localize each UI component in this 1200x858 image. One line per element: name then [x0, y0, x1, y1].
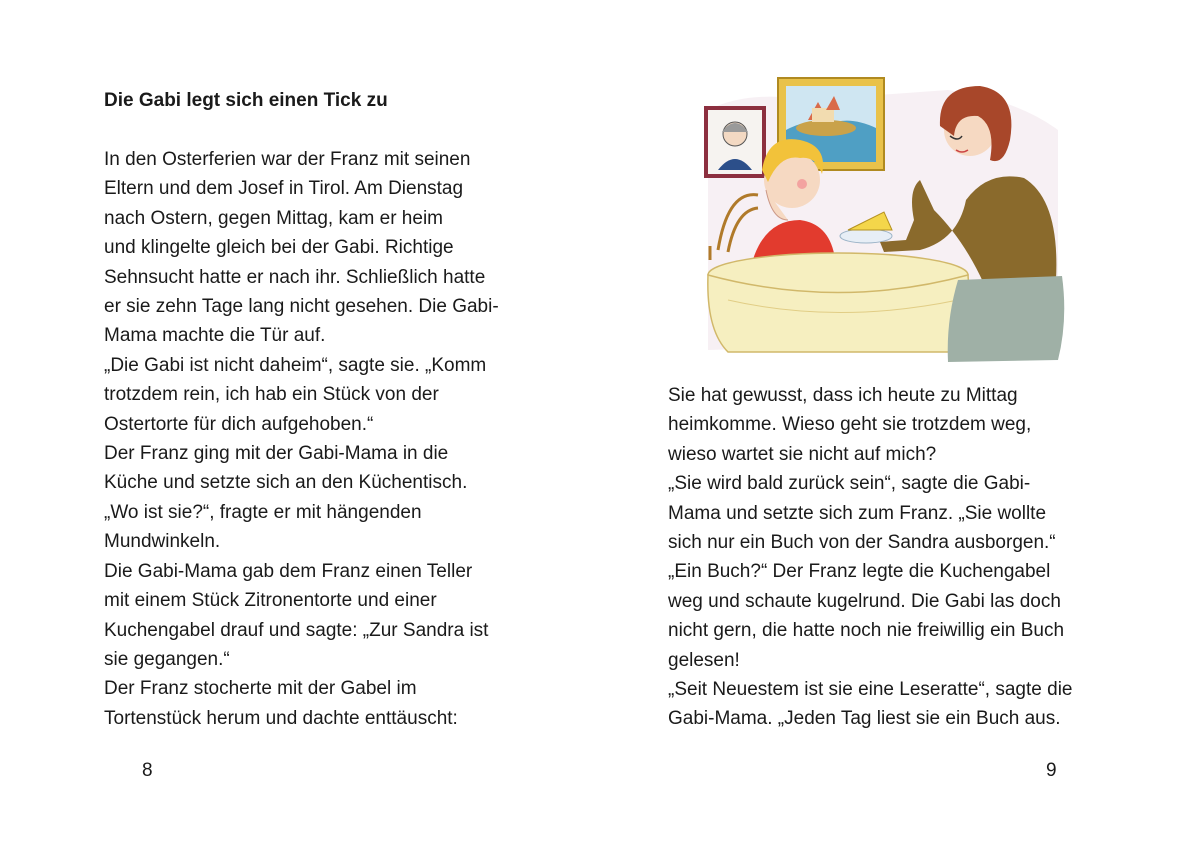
- text-line: Tortenstück herum und dachte enttäuscht:: [104, 707, 458, 729]
- text-line: gelesen!: [668, 649, 740, 671]
- text-line: er sie zehn Tage lang nicht gesehen. Die Gabi-: [104, 296, 499, 318]
- text-line: trotzdem rein, ich hab ein Stück von der: [104, 384, 439, 406]
- text-line: Mundwinkeln.: [104, 531, 221, 553]
- text-line: Mama und setzte sich zum Franz. „Sie wollte: [668, 502, 1047, 524]
- text-line: „Sie wird bald zurück sein“, sagte die Gabi-: [668, 473, 1031, 495]
- text-line: und klingelte gleich bei der Gabi. Richtige: [104, 237, 454, 259]
- portrait-painting: [706, 108, 764, 176]
- text-line: Ostertorte für dich aufgehoben.“: [104, 413, 374, 435]
- text-line: Eltern und dem Josef in Tirol. Am Dienstag: [104, 178, 464, 200]
- page-number-right: 9: [1046, 760, 1057, 781]
- kitchen-table: [708, 253, 969, 352]
- text-line: heimkomme. Wieso geht sie trotzdem weg,: [668, 414, 1032, 436]
- text-line: Die Gabi-Mama gab dem Franz einen Teller: [104, 560, 473, 582]
- text-line: nicht gern, die hatte noch nie freiwillig ein Buch: [668, 620, 1065, 642]
- right-page-text: [668, 381, 1072, 734]
- chapter-title: Die Gabi legt sich einen Tick zu: [104, 90, 388, 111]
- text-line: „Die Gabi ist nicht daheim“, sagte sie. „Komm: [104, 354, 487, 376]
- text-line: In den Osterferien war der Franz mit seinen: [104, 149, 471, 170]
- text-line: Gabi-Mama. „Jeden Tag liest sie ein Buch aus.: [668, 708, 1061, 730]
- text-line: sich nur ein Buch von der Sandra ausborgen.“: [668, 532, 1056, 554]
- text-line: Mama machte die Tür auf.: [104, 325, 326, 347]
- text-line: Sehnsucht hatte er nach ihr. Schließlich hatte: [104, 266, 486, 288]
- text-line: mit einem Stück Zitronentorte und einer: [104, 590, 437, 612]
- text-line: Küche und setzte sich an den Küchentisch.: [104, 472, 468, 494]
- text-line: „Seit Neuestem ist sie eine Leseratte“, sagte die: [668, 679, 1073, 701]
- text-line: „Wo ist sie?“, fragte er mit hängenden: [104, 501, 422, 523]
- text-line: weg und schaute kugelrund. Die Gabi las doch: [668, 590, 1061, 612]
- text-line: Der Franz ging mit der Gabi-Mama in die: [104, 443, 449, 465]
- kitchen-scene-illustration: [688, 70, 1068, 370]
- text-line: wieso wartet sie nicht auf mich?: [668, 443, 937, 465]
- text-line: Sie hat gewusst, dass ich heute zu Mittag: [668, 385, 1018, 406]
- left-page-text: [104, 145, 499, 733]
- text-line: Kuchengabel drauf und sagte: „Zur Sandra ist: [104, 619, 489, 641]
- right-page: [600, 0, 1200, 858]
- page-number-left: 8: [142, 760, 153, 781]
- text-line: nach Ostern, gegen Mittag, kam er heim: [104, 207, 443, 229]
- text-line: Der Franz stocherte mit der Gabel im: [104, 678, 417, 700]
- text-line: sie gegangen.“: [104, 648, 230, 670]
- text-line: „Ein Buch?“ Der Franz legte die Kuchengabel: [668, 561, 1051, 583]
